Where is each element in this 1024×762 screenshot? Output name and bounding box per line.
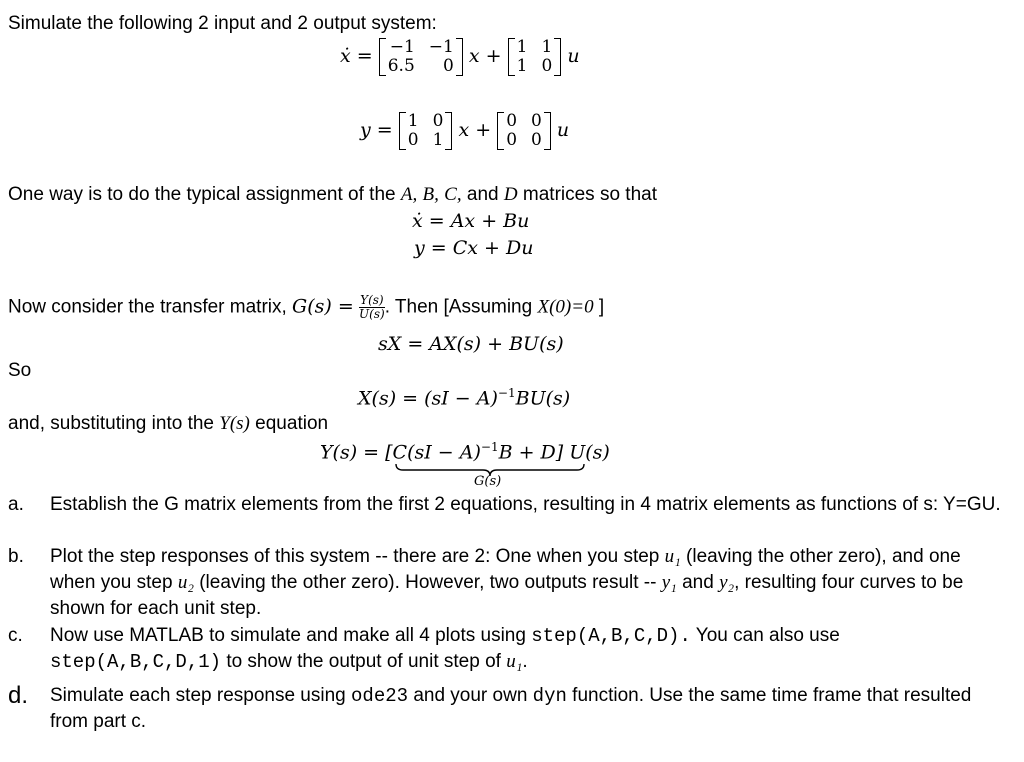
matrix-d: [497, 112, 551, 150]
item-a-text: Establish the G matrix elements from the first 2 equations, resulting in 4 matrix elements as functions of s: Y=GU.: [50, 494, 1001, 515]
item-b-t2: (leaving the other zero), and one when you step: [50, 546, 961, 593]
item-c-u1: u₁: [506, 651, 523, 672]
output-lhs: y =: [360, 119, 393, 141]
item-c-code1: step(A,B,C,D).: [531, 625, 691, 647]
item-d-code2: dyn: [532, 685, 567, 707]
list-item-a: [8, 492, 1008, 518]
item-b-text: [50, 544, 1008, 622]
item-d-t1: Simulate each step response using: [50, 685, 346, 706]
a11: −1: [389, 37, 415, 57]
transfer-before: Now consider the transfer matrix,: [8, 296, 287, 318]
matrix-b: [508, 38, 562, 76]
d11: 0: [506, 111, 518, 131]
substitute-text: [8, 413, 328, 435]
matrix-a: [379, 38, 463, 76]
sym-c: C,: [444, 184, 462, 205]
state-lhs: ẋ =: [340, 45, 373, 67]
item-b-t4: and: [682, 572, 714, 593]
c22: 1: [432, 130, 444, 150]
transfer-then: . Then [Assuming: [384, 296, 533, 318]
item-b-y2: y₂: [719, 572, 735, 593]
c11: 1: [407, 111, 419, 131]
output-mid: x +: [458, 119, 492, 141]
sub-ys: Y(s): [219, 413, 250, 434]
y-eq-exp: −1: [480, 440, 499, 454]
eq-output-general: y = Cx + Du: [414, 237, 534, 259]
a12: −1: [428, 37, 454, 57]
x0-cond: X(0)=0: [537, 296, 594, 318]
g-expression: [385, 440, 563, 463]
y-over-u-fraction: [359, 294, 385, 321]
a21: 6.5: [387, 56, 415, 76]
y-eq-lhs: Y(s) =: [320, 441, 380, 464]
b21: 1: [516, 56, 528, 76]
state-mid: x +: [468, 45, 502, 67]
item-c-label: c.: [8, 625, 23, 646]
item-d-t2: and your own: [413, 685, 528, 706]
item-c-t2: You can also use: [695, 625, 840, 646]
fraction-den: U(s): [359, 307, 385, 321]
output-equation: [360, 112, 569, 150]
item-a-label: a.: [8, 494, 24, 515]
list-item-d: [8, 683, 1008, 735]
transfer-close: ]: [598, 296, 605, 318]
state-equation: [340, 38, 580, 76]
item-c-t4: .: [522, 651, 528, 672]
item-c-text: [50, 623, 1008, 675]
item-c-code2: step(A,B,C,D,1): [50, 651, 222, 673]
sub-after: equation: [255, 413, 329, 434]
item-c-t3: to show the output of unit step of: [226, 651, 501, 672]
item-d-t3: function. Use the same time frame that resulted from part c.: [50, 685, 972, 732]
y-eq-inner: [C(sI − A): [385, 441, 481, 464]
eq-x-of-s: [358, 386, 570, 409]
c21: 0: [407, 130, 419, 150]
d22: 0: [531, 130, 542, 150]
item-b-t1: Plot the step responses of this system -- there are 2: One when you step: [50, 546, 660, 567]
item-d-label: d.: [8, 682, 29, 709]
matrix-c: [399, 112, 453, 150]
so-text: So: [8, 360, 32, 381]
brace-label: G(s): [474, 474, 502, 489]
item-b-u1: u₁: [664, 546, 681, 567]
d21: 0: [506, 130, 518, 150]
eq-state-general: ẋ = Ax + Bu: [412, 210, 530, 232]
sub-before: and, substituting into the: [8, 413, 214, 434]
output-tail: u: [556, 119, 570, 141]
item-d-text: [50, 683, 1008, 735]
intro-text: Simulate the following 2 input and 2 output system:: [8, 13, 437, 34]
item-b-t5: , resulting four curves to be shown for each unit step.: [50, 572, 964, 619]
x-eq-main: X(s) = (sI − A): [358, 387, 498, 410]
item-b-y1: y₁: [661, 572, 677, 593]
assignment-and: and: [466, 184, 499, 205]
assignment-after: matrices so that: [522, 184, 657, 205]
transfer-text: [8, 294, 604, 321]
list-item-b: [8, 544, 1008, 622]
assignment-text: [8, 184, 657, 206]
y-eq-tail: U(s): [569, 441, 610, 464]
b12: 1: [541, 37, 553, 57]
list-item-c: [8, 623, 1008, 675]
item-c-t1: Now use MATLAB to simulate and make all 4 plots using: [50, 625, 526, 646]
y-eq-inner-tail: B + D]: [498, 441, 564, 464]
item-b-u2: u₂: [177, 572, 194, 593]
d12: 0: [531, 111, 542, 131]
c12: 0: [432, 111, 444, 131]
fraction-num: Y(s): [360, 293, 384, 307]
sym-d: D: [503, 184, 518, 205]
x-eq-tail: BU(s): [515, 387, 571, 410]
eq-y-of-s: [320, 440, 610, 463]
state-tail: u: [567, 45, 580, 67]
sym-b: B,: [422, 184, 439, 205]
x-eq-exp: −1: [497, 386, 516, 400]
g-of-s: G(s) =: [292, 295, 354, 318]
sym-a: A,: [400, 184, 418, 205]
b11: 1: [516, 37, 528, 57]
item-b-t3: (leaving the other zero). However, two outputs result --: [199, 572, 657, 593]
b22: 0: [541, 56, 553, 76]
eq-laplace-state: sX = AX(s) + BU(s): [378, 333, 564, 355]
item-b-label: b.: [8, 546, 24, 567]
a22: 0: [443, 56, 454, 76]
item-d-code1: ode23: [351, 685, 409, 707]
assignment-before: One way is to do the typical assignment of the: [8, 184, 396, 205]
